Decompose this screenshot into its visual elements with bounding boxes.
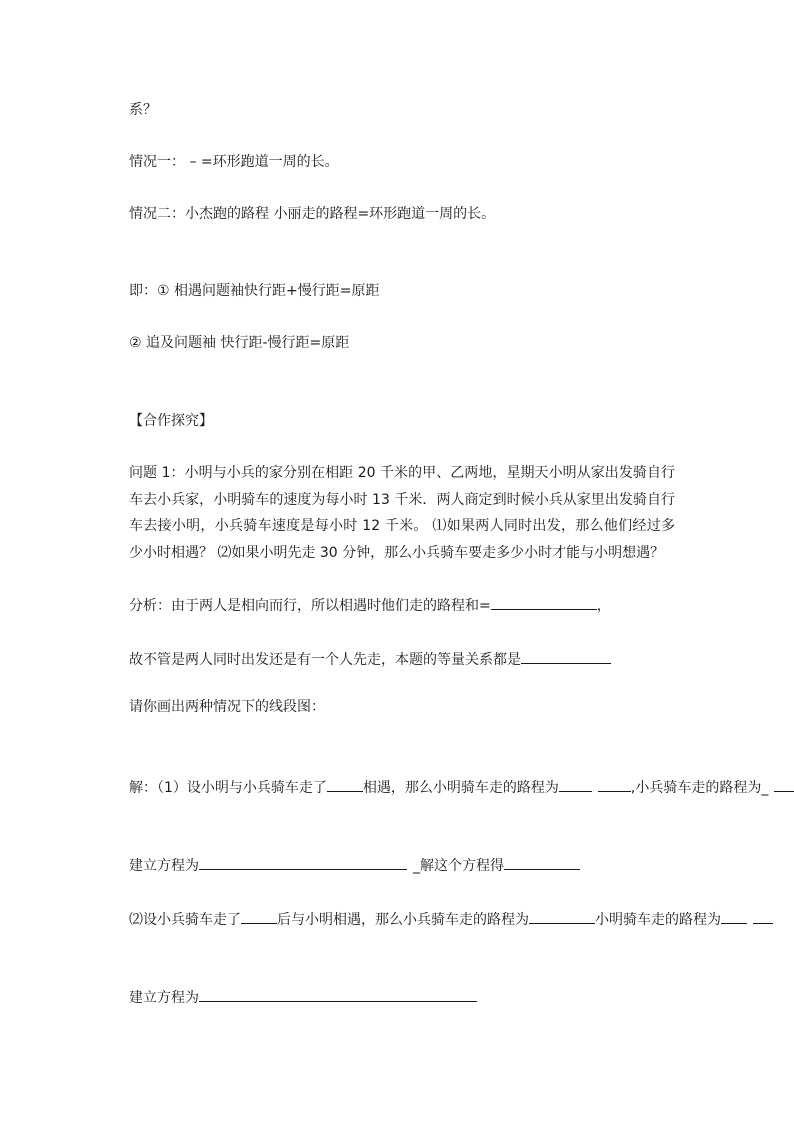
solution-one-line-1 (129, 775, 794, 798)
answer-blank[interactable] (199, 853, 407, 870)
solution-text: 解：（1）设小明与小兵骑车走了 (129, 780, 327, 796)
solution-text: 相遇，那么小明骑车走的路程为 (362, 780, 559, 796)
equation-text: _解这个方程得 (413, 858, 504, 874)
case-two-text: 情况二：小杰跑的路程 小丽走的路程=环形跑道一周的长。 (129, 206, 496, 222)
solution-text: ,小兵骑车走的路程为_ (630, 780, 769, 796)
answer-blank[interactable] (774, 775, 794, 792)
solution-text: 小明骑车走的路程为 (595, 912, 721, 928)
draw-instruction: 请你画出两种情况下的线段图： (129, 699, 325, 715)
answer-blank[interactable] (753, 907, 773, 924)
chase-rule-text: ② 追及问题袖 快行距-慢行距=原距 (129, 335, 350, 351)
therefore-text: 故不管是两人同时出发还是有一个人先走，本题的等量关系都是 (129, 652, 521, 668)
answer-blank[interactable] (327, 775, 363, 792)
answer-blank[interactable] (241, 907, 277, 924)
answer-blank[interactable] (521, 647, 611, 664)
answer-blank[interactable] (721, 907, 747, 924)
solution-text: 后与小明相遇，那么小兵骑车走的路程为 (277, 912, 529, 928)
analysis-line (129, 593, 611, 616)
answer-blank[interactable] (491, 593, 597, 610)
continuation-text: 系？ (129, 102, 157, 118)
equation-text: 建立方程为 (129, 858, 199, 874)
section-heading: 【合作探究】 (129, 413, 213, 429)
solution-two-line-1 (129, 907, 773, 930)
analysis-end: ， (596, 598, 611, 614)
answer-blank[interactable] (598, 775, 631, 792)
answer-blank[interactable] (529, 907, 595, 924)
equation-text: 建立方程为 (129, 990, 199, 1006)
solution-text: ⑵设小兵骑车走了 (129, 912, 241, 928)
meeting-rule-text: 即：① 相遇问题袖快行距+慢行距=原距 (129, 283, 380, 299)
equation-one-line (129, 853, 580, 876)
case-one-text: 情况一： – =环形跑道一周的长。 (129, 154, 339, 170)
analysis-text: 分析：由于两人是相向而行，所以相遇时他们走的路程和= (129, 598, 491, 614)
answer-blank[interactable] (559, 775, 592, 792)
equation-two-line (129, 985, 477, 1008)
therefore-line (129, 647, 611, 670)
answer-blank[interactable] (199, 985, 477, 1002)
problem-one-text: 问题 1：小明与小兵的家分别在相距 20 千米的甲、乙两地，星期天小明从家出发骑自行车去小兵家，小明骑车的速度为每小时 13 千米．两人商定到时候小兵从家里出发骑自行车去接小明，小兵骑车速度是每小时 12 千米。 ⑴如果两人同时出发，那么他们经过多少小时相遇？ ⑵如果小明先走 30 分钟，那么小兵骑车要走多少小时才能与小明想遇？ (129, 465, 675, 561)
answer-blank[interactable] (504, 853, 580, 870)
